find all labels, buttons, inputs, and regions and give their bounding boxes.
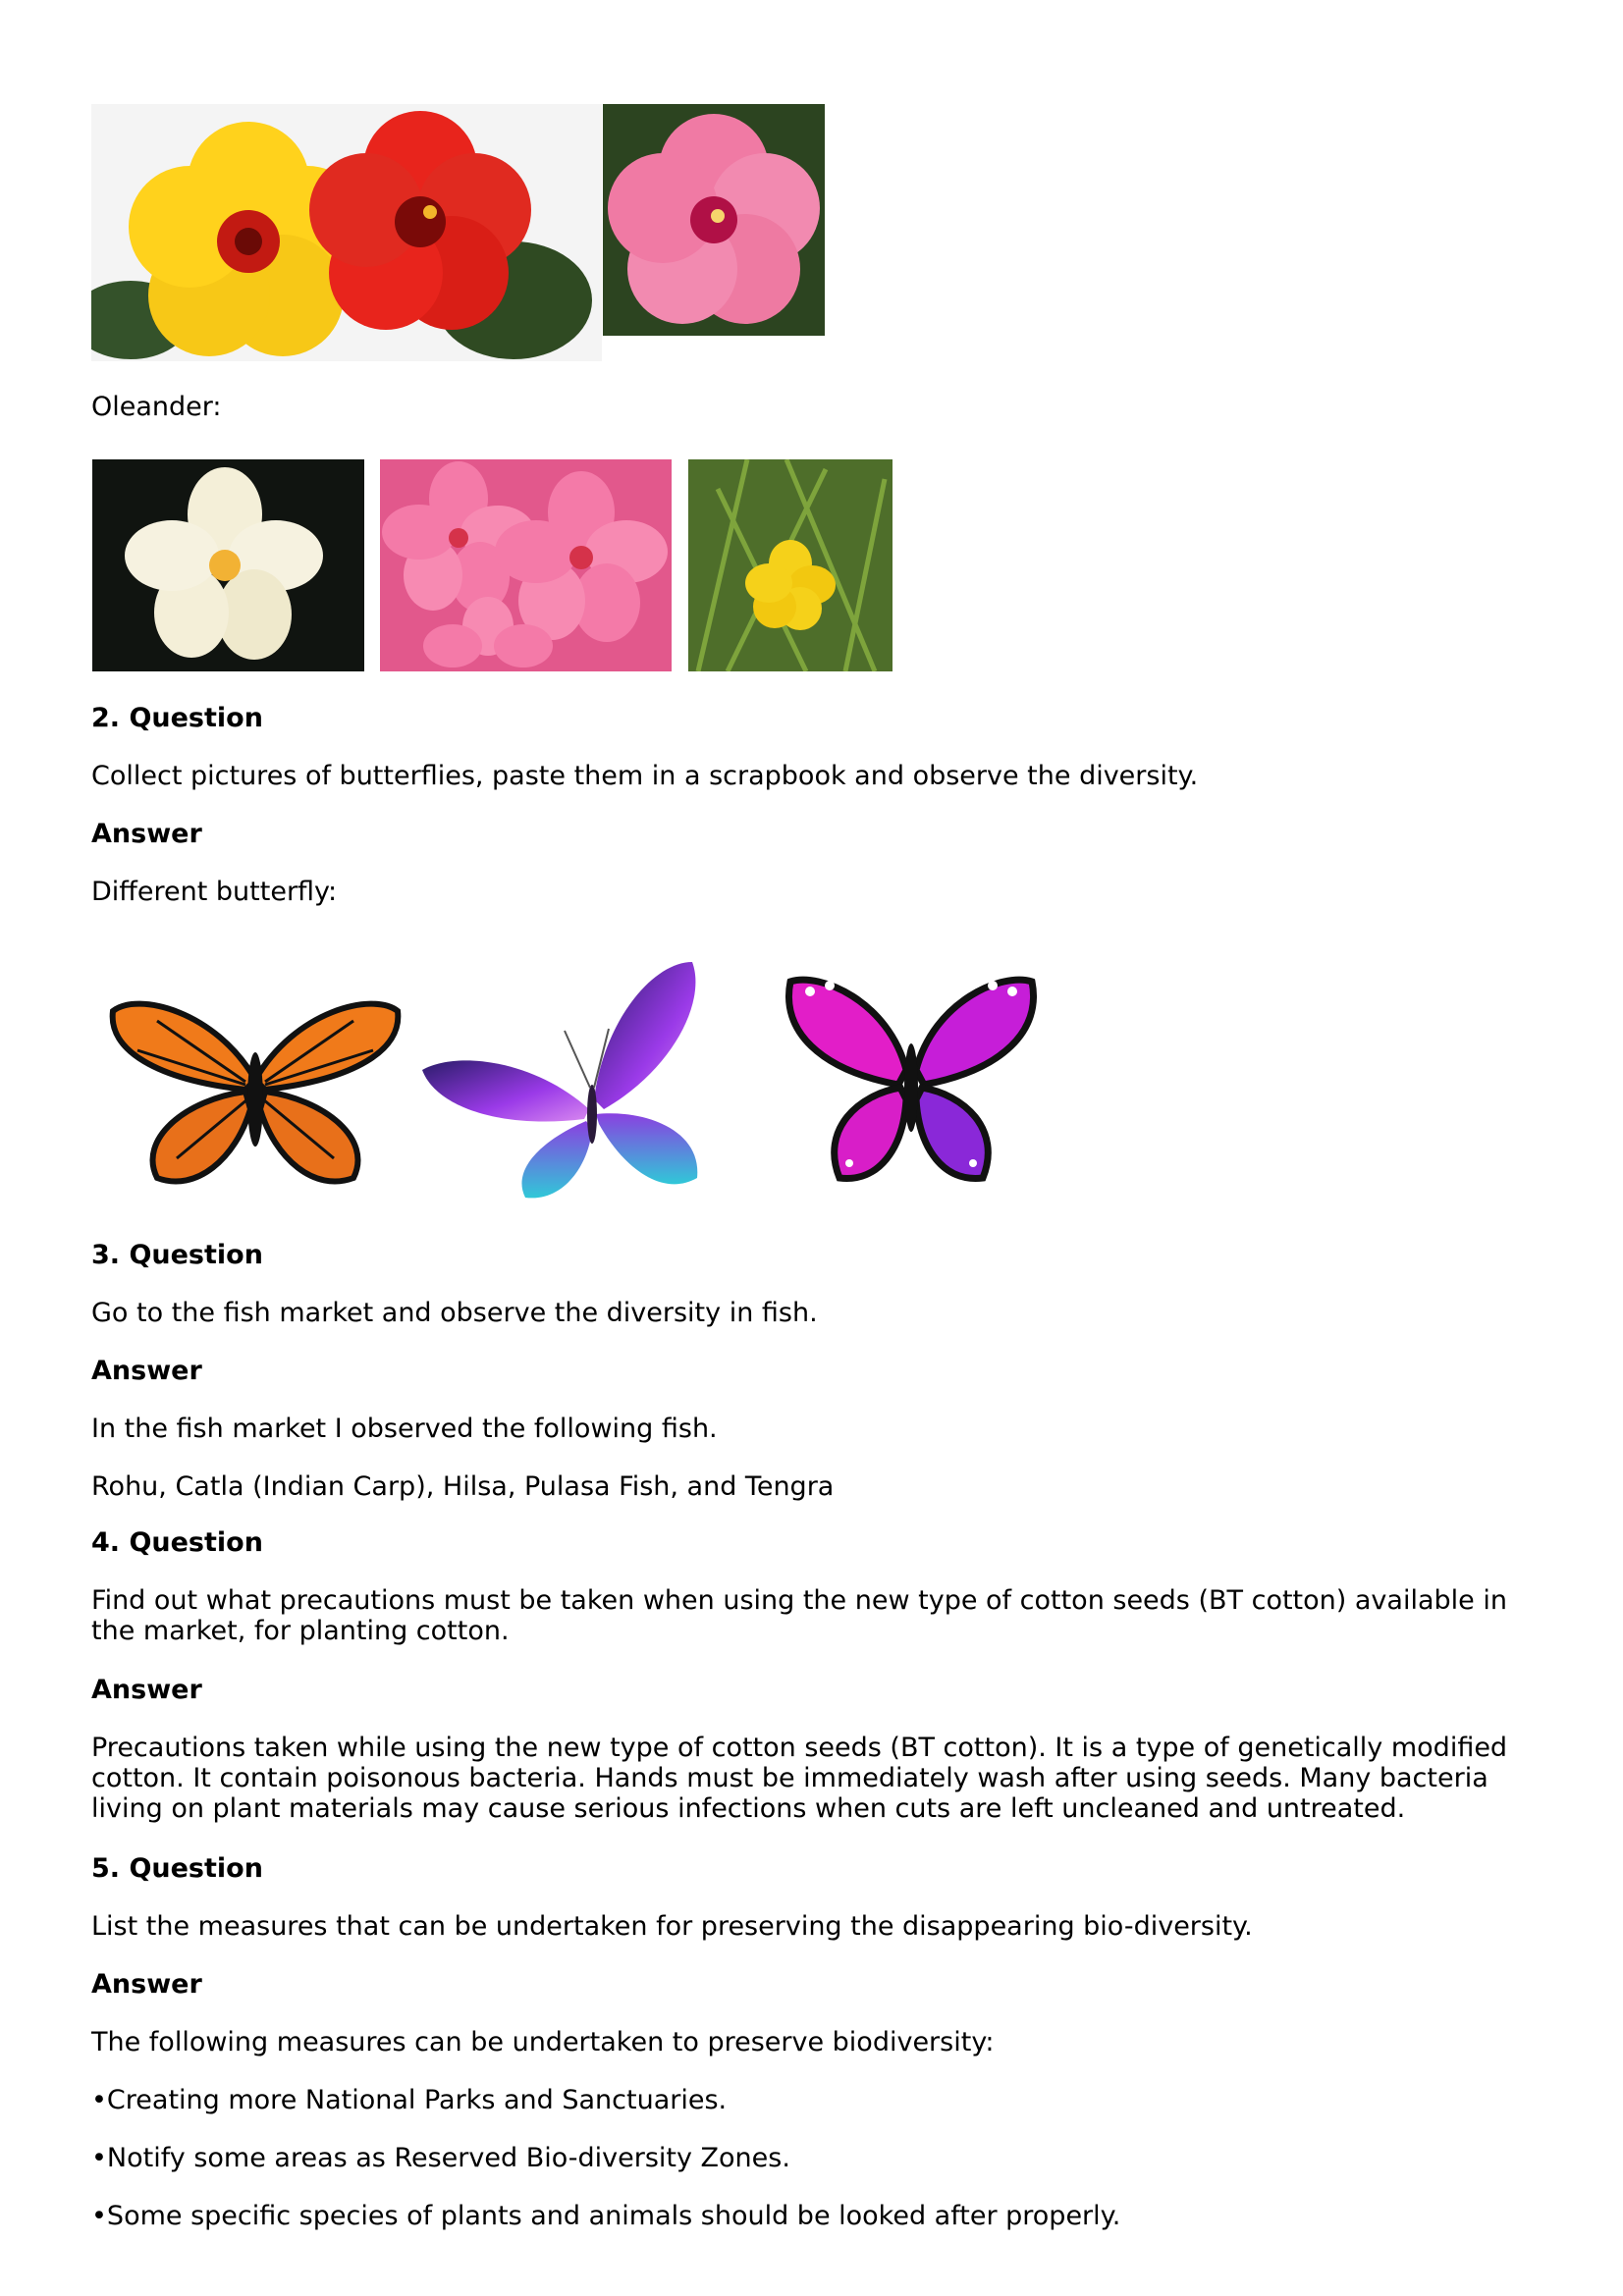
- q3-heading: 3. Question: [91, 1240, 263, 1270]
- oleander-white-icon: [92, 459, 364, 671]
- oleander-label: Oleander:: [91, 392, 222, 422]
- q2-answer-label: Answer: [91, 819, 202, 849]
- q5-bullet-1: •Creating more National Parks and Sanctuaries.: [91, 2085, 728, 2115]
- oleander-pink-icon: [380, 459, 672, 671]
- q5-text: List the measures that can be undertaken for preserving the disappearing bio-diversity.: [91, 1911, 1253, 1942]
- hibiscus-yellow-red-icon: [91, 104, 602, 361]
- oleander-yellow-icon: [688, 459, 893, 671]
- hibiscus-pink-icon: [603, 104, 825, 336]
- q5-answer-label: Answer: [91, 1969, 202, 2000]
- q5-bullet-3: •Some specific species of plants and animals should be looked after properly.: [91, 2201, 1121, 2231]
- q5-heading: 5. Question: [91, 1853, 263, 1884]
- q4-text: Find out what precautions must be taken when using the new type of cotton seeds (BT cotton) available in the market, for planting cotton.: [91, 1585, 1507, 1646]
- q3-answer-1: In the fish market I observed the following fish.: [91, 1414, 718, 1444]
- q2-answer: Different butterfly:: [91, 877, 338, 907]
- q4-answer: Precautions taken while using the new type of cotton seeds (BT cotton). It is a type of genetically modified cotton. It contain poisonous bacteria. Hands must be immediately wash after using seeds. Many bacteria living on plant materials may cause serious infections when cuts are left uncleaned and untreated.: [91, 1733, 1508, 1824]
- q5-answer-intro: The following measures can be undertaken to preserve biodiversity:: [91, 2027, 995, 2057]
- q3-text: Go to the fish market and observe the diversity in fish.: [91, 1298, 818, 1328]
- purple-blue-butterfly-icon: [417, 952, 712, 1207]
- q2-text: Collect pictures of butterflies, paste them in a scrapbook and observe the diversity.: [91, 761, 1199, 791]
- q2-heading: 2. Question: [91, 703, 263, 733]
- q3-answer-label: Answer: [91, 1356, 202, 1386]
- q3-answer-2: Rohu, Catla (Indian Carp), Hilsa, Pulasa Fish, and Tengra: [91, 1471, 835, 1502]
- q4-answer-label: Answer: [91, 1675, 202, 1705]
- monarch-butterfly-icon: [98, 972, 412, 1207]
- magenta-butterfly-icon: [781, 972, 1041, 1188]
- q5-bullet-2: •Notify some areas as Reserved Bio-diversity Zones.: [91, 2143, 790, 2173]
- q4-heading: 4. Question: [91, 1527, 263, 1558]
